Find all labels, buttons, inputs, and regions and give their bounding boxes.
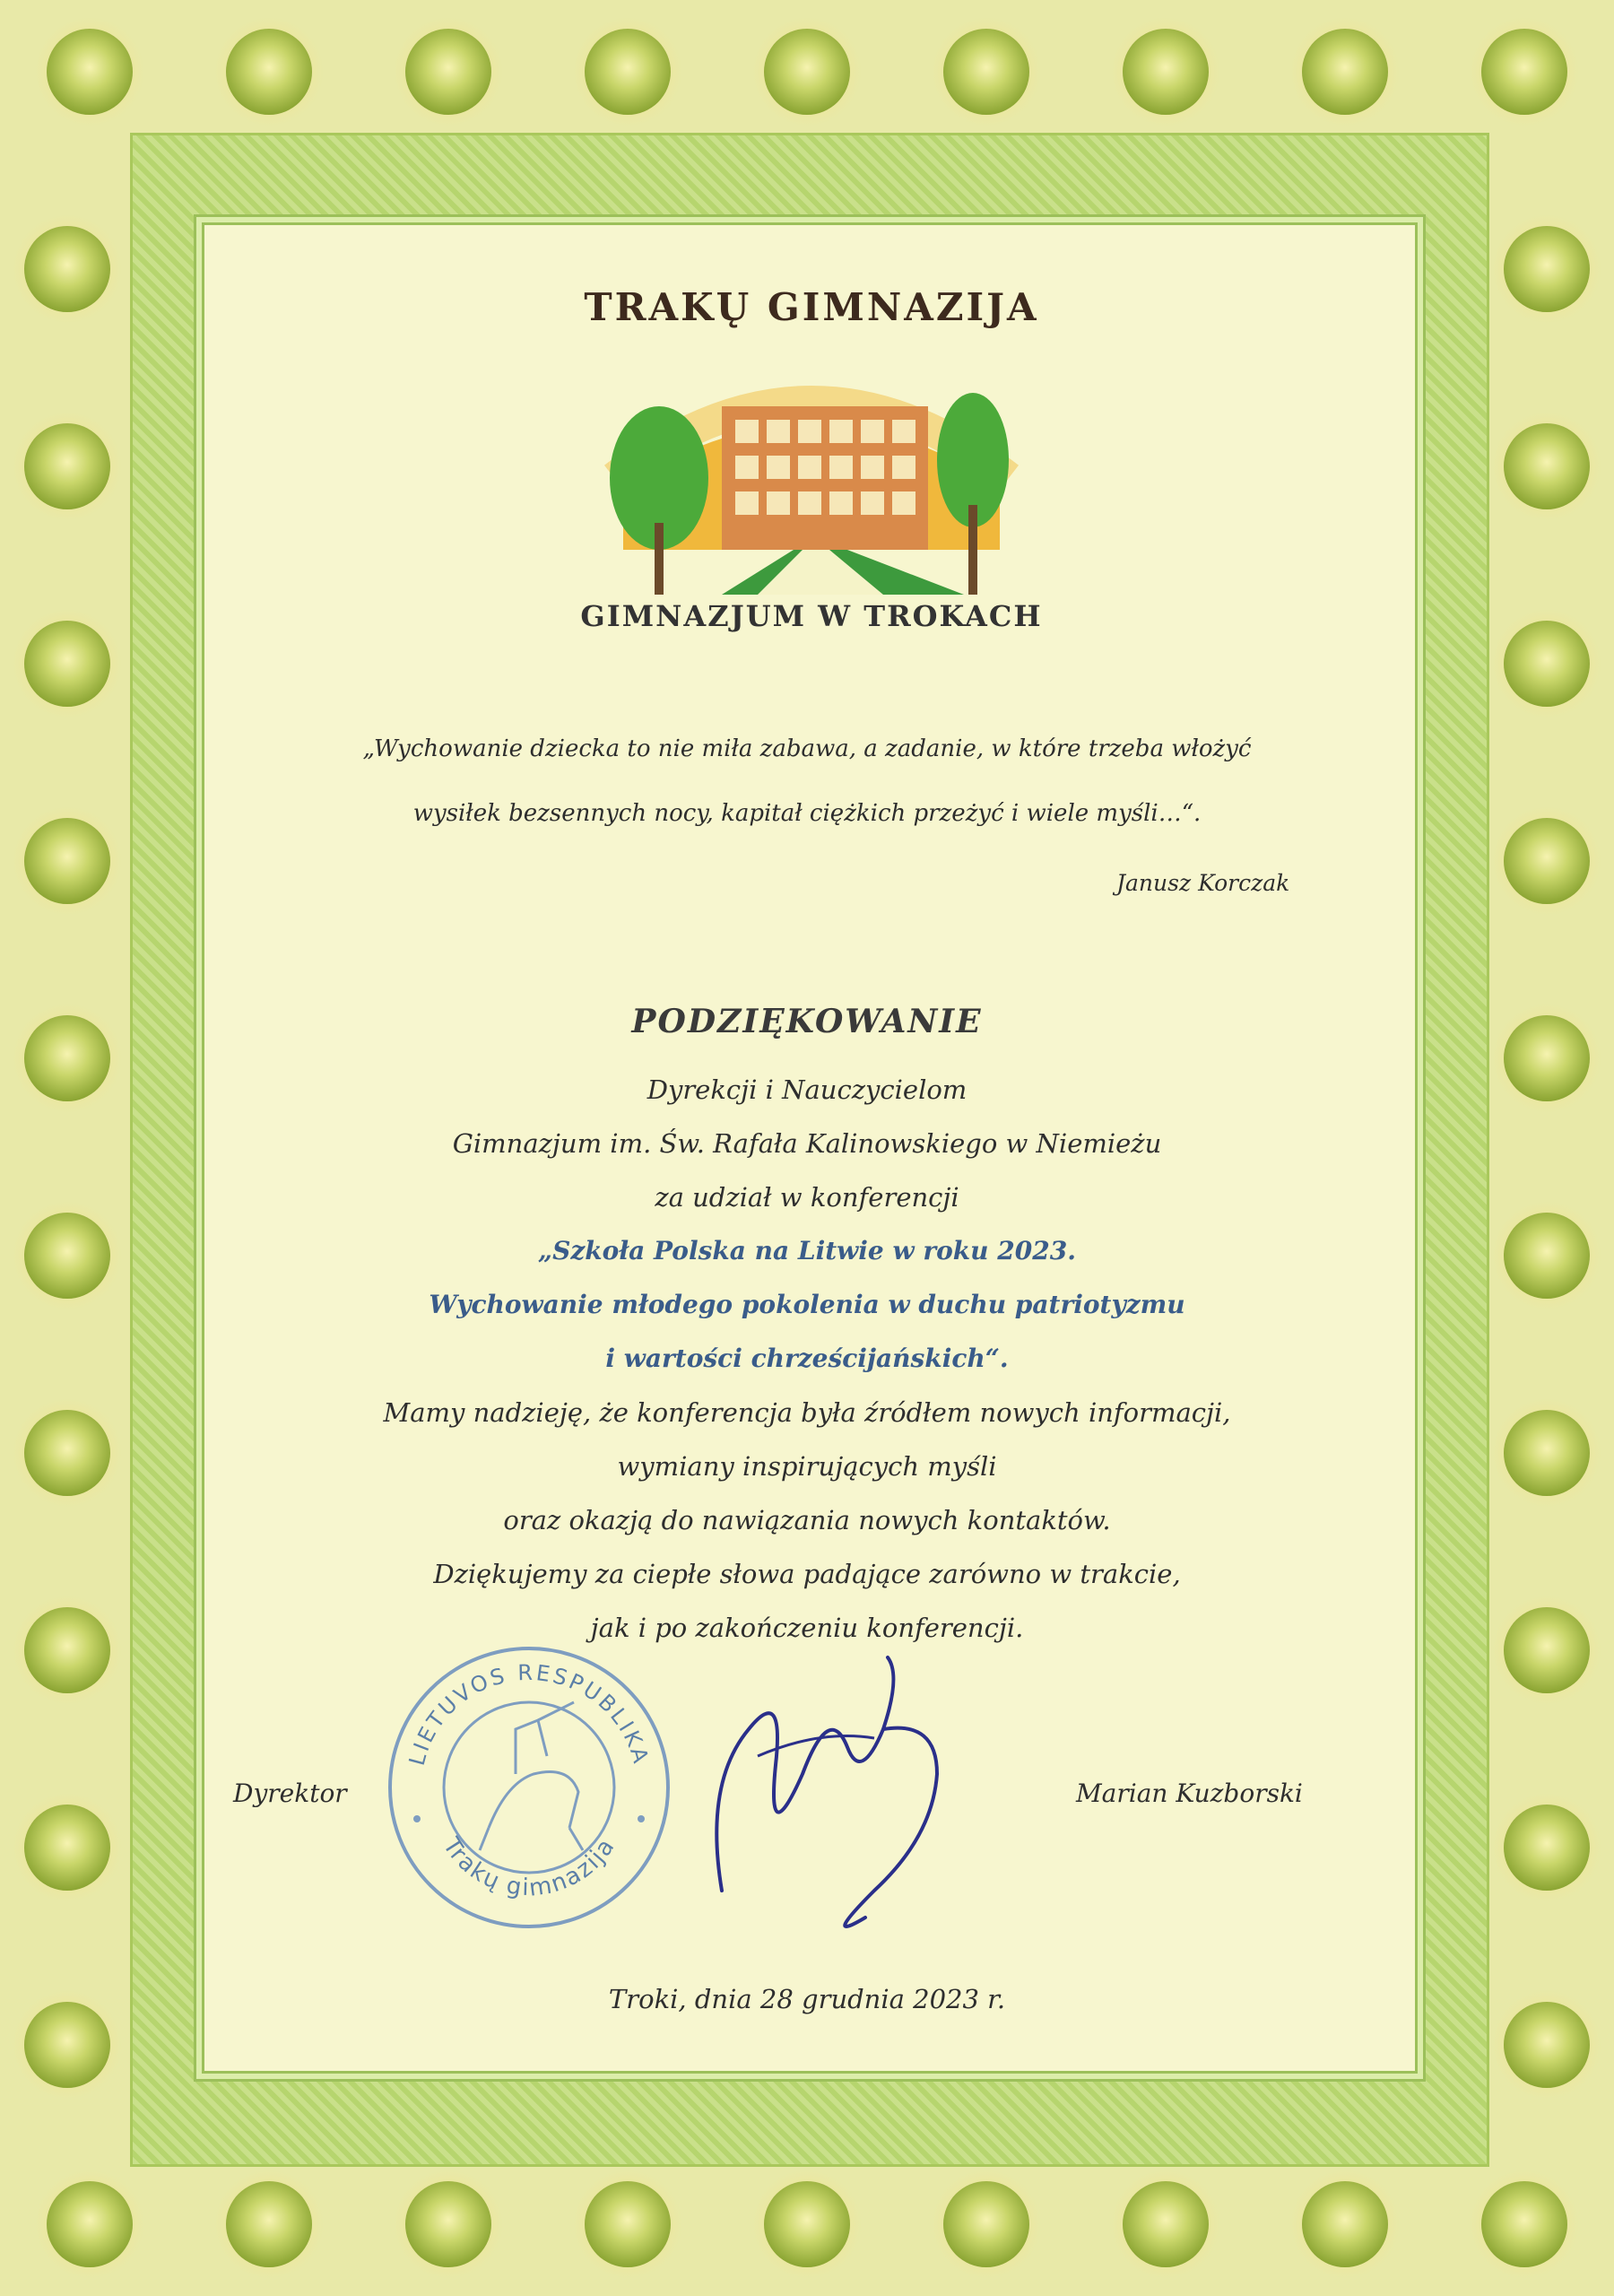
- school-building-icon: [587, 344, 1036, 595]
- quote-line-2: wysiłek bezsennych nocy, kapitał ciężkich przeżyć i wiele myśli…“.: [412, 800, 1202, 827]
- certificate-title: PODZIĘKOWANIE: [631, 1003, 983, 1040]
- conference-title-line-1: „Szkoła Polska na Litwie w roku 2023.: [538, 1236, 1076, 1265]
- conference-title-line-2: Wychowanie młodego pokolenia w duchu patriotyzmu: [429, 1290, 1185, 1319]
- recipient-line-2: Gimnazjum im. Św. Rafała Kalinowskiego w Niemieżu: [452, 1128, 1162, 1159]
- message-line-4: Dziękujemy za ciepłe słowa padające zarówno w trakcie,: [433, 1559, 1181, 1589]
- quote-line-1: „Wychowanie dziecka to nie miła zabawa, a zadanie, w które trzeba włożyć: [362, 735, 1252, 762]
- message-line-2: wymiany inspirujących myśli: [617, 1451, 997, 1482]
- svg-text:Trakų gimnazija: Trakų gimnazija: [437, 1832, 621, 1902]
- svg-text:LIETUVOS RESPUBLIKA: LIETUVOS RESPUBLIKA: [404, 1659, 655, 1769]
- conference-title-line-3: i wartości chrześcijańskich“.: [605, 1344, 1009, 1373]
- certificate-content: [202, 222, 1412, 2068]
- official-seal-stamp: [381, 1639, 677, 1935]
- logo-top-text: TRAKŲ GIMNAZIJA: [584, 285, 1039, 329]
- signatory-name: Marian Kuzborski: [1076, 1779, 1303, 1808]
- message-line-5: jak i po zakończeniu konferencji.: [590, 1613, 1024, 1643]
- recipient-line-1: Dyrekcji i Nauczycielom: [646, 1074, 968, 1105]
- message-line-1: Mamy nadzieję, że konferencja była źródłem nowych informacji,: [383, 1397, 1231, 1428]
- director-signature: [668, 1622, 973, 1944]
- school-logo: [560, 258, 1063, 671]
- reason-line: za udział w konferencji: [655, 1182, 959, 1213]
- signatory-role: Dyrektor: [233, 1779, 347, 1808]
- quote-author: Janusz Korczak: [1116, 870, 1290, 896]
- logo-bottom-text: GIMNAZJUM W TROKACH: [580, 599, 1043, 633]
- message-line-3: oraz okazją do nawiązania nowych kontaktów.: [503, 1505, 1111, 1535]
- issue-date: Troki, dnia 28 grudnia 2023 r.: [608, 1984, 1006, 2014]
